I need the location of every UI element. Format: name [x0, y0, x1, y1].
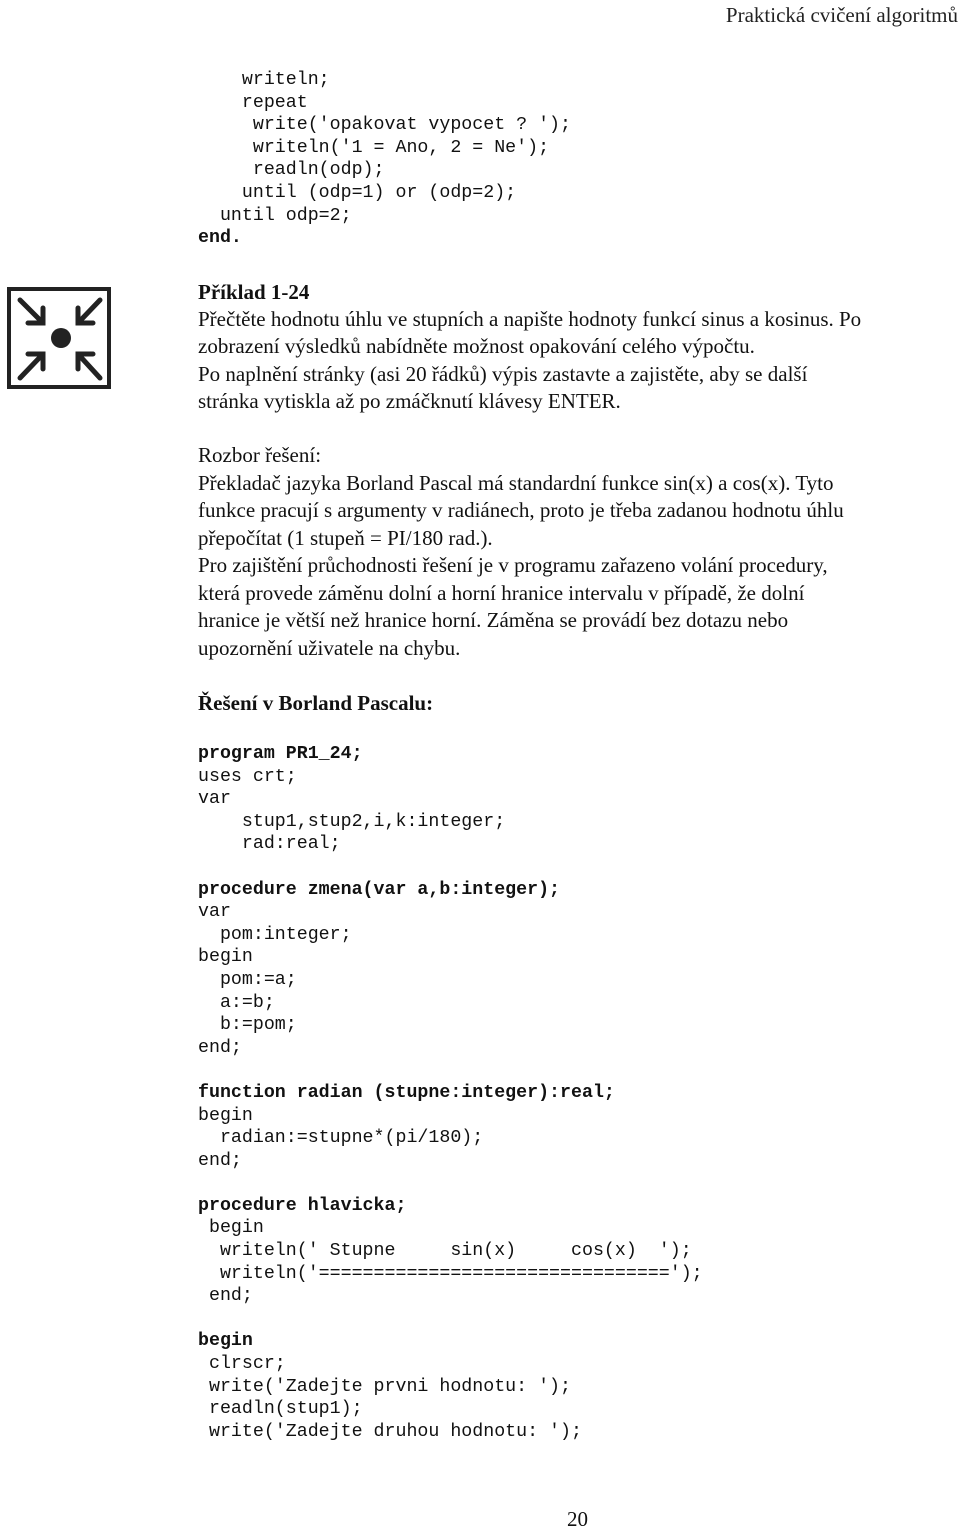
code-block-main	[198, 743, 703, 1443]
code-line: until odp=2;	[198, 205, 352, 226]
code-line: begin	[198, 1331, 253, 1352]
code-line: uses crt;	[198, 766, 297, 787]
code-line: rad:real;	[198, 834, 341, 855]
code-line: until (odp=1) or (odp=2);	[198, 182, 517, 203]
code-line: radian:=stupne*(pi/180);	[198, 1128, 484, 1149]
code-line: procedure zmena(var a,b:integer);	[198, 879, 561, 900]
example-text-line: Přečtěte hodnotu úhlu ve stupních a napište hodnoty funkcí sinus a kosinus. Po	[198, 307, 862, 331]
analysis-text-line: Překladač jazyka Borland Pascal má standardní funkce sin(x) a cos(x). Tyto	[198, 471, 834, 495]
example-text-line: Po naplnění stránky (asi 20 řádků) výpis zastavte a zajistěte, aby se další	[198, 362, 808, 386]
code-line: end;	[198, 1150, 242, 1171]
code-line	[198, 1308, 703, 1331]
example-text-line: stránka vytiskla až po zmáčknutí klávesy ENTER.	[198, 389, 621, 413]
code-line: begin	[198, 1105, 253, 1126]
code-block-top	[198, 69, 571, 250]
code-line: var	[198, 902, 231, 923]
assembly-point-icon	[6, 286, 112, 390]
code-line: repeat	[198, 92, 308, 113]
running-header: Praktická cvičení algoritmů	[725, 3, 958, 27]
code-line: pom:=a;	[198, 969, 297, 990]
code-line: writeln;	[198, 70, 330, 90]
code-line: end;	[198, 1286, 253, 1307]
code-line: write('opakovat vypocet ? ');	[198, 115, 571, 136]
code-line: begin	[198, 1218, 264, 1239]
code-line	[198, 1059, 703, 1082]
code-line	[198, 1172, 703, 1195]
example-text-line: zobrazení výsledků nabídněte možnost opakování celého výpočtu.	[198, 334, 755, 358]
code-line: readln(odp);	[198, 160, 385, 181]
analysis-text-line: upozornění uživatele na chybu.	[198, 636, 461, 660]
analysis-heading: Rozbor řešení:	[198, 443, 322, 467]
code-line: program PR1_24;	[198, 744, 363, 764]
code-line: function radian (stupne:integer):real;	[198, 1082, 615, 1103]
code-line: procedure hlavicka;	[198, 1195, 407, 1216]
analysis-text-line: funkce pracují s argumenty v radiánech, proto je třeba zadanou hodnotu úhlu	[198, 498, 844, 522]
analysis-text-line: přepočítat (1 stupeň = PI/180 rad.).	[198, 526, 493, 550]
code-line: begin	[198, 947, 253, 968]
code-line: writeln('================================');	[198, 1263, 703, 1284]
solution-heading: Řešení v Borland Pascalu:	[198, 691, 434, 715]
analysis-text-line: Pro zajištění průchodnosti řešení je v programu zařazeno volání procedury,	[198, 553, 828, 577]
code-line: b:=pom;	[198, 1015, 297, 1036]
code-line: a:=b;	[198, 992, 275, 1013]
example-title: Příklad 1-24	[198, 280, 310, 304]
page-number: 20	[567, 1507, 588, 1531]
code-line	[198, 856, 703, 879]
code-line: readln(stup1);	[198, 1399, 363, 1420]
code-line: writeln(' Stupne sin(x) cos(x) ');	[198, 1241, 692, 1262]
code-line: var	[198, 789, 231, 810]
code-line: clrscr;	[198, 1354, 286, 1375]
analysis-text-line: která provede záměnu dolní a horní hranice intervalu v případě, že dolní	[198, 581, 805, 605]
code-line: stup1,stup2,i,k:integer;	[198, 811, 506, 832]
code-line: end.	[198, 228, 242, 249]
code-line: end;	[198, 1037, 242, 1058]
code-line: write('Zadejte druhou hodnotu: ');	[198, 1421, 582, 1442]
code-line: write('Zadejte prvni hodnotu: ');	[198, 1376, 571, 1397]
code-line: pom:integer;	[198, 924, 352, 945]
code-line: writeln('1 = Ano, 2 = Ne');	[198, 137, 550, 158]
analysis-text-line: hranice je větší než hranice horní. Záměna se provádí bez dotazu nebo	[198, 608, 789, 632]
